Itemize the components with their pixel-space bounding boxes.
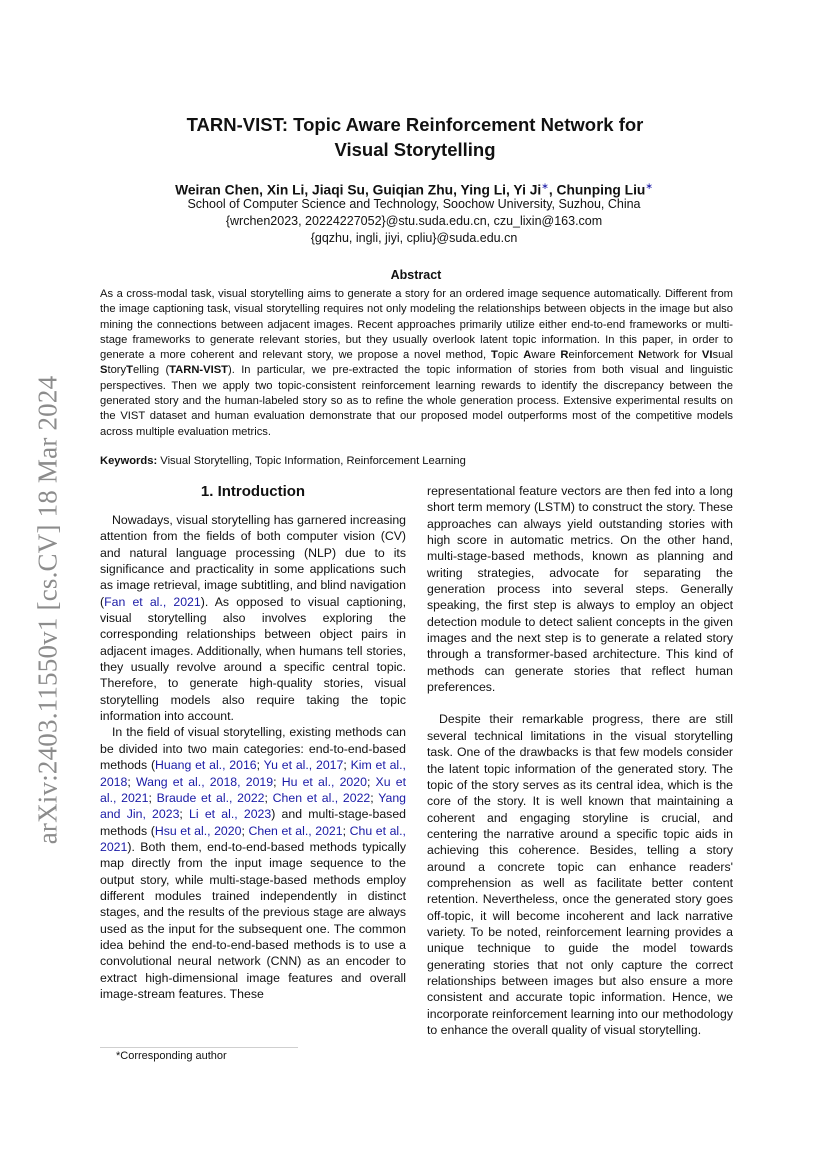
text-run: ) and multi-stage-based methods ( <box>100 807 407 838</box>
citation-separator: ; <box>343 758 351 773</box>
citation-separator: ; <box>256 758 264 773</box>
acronym-letter: VI <box>701 349 713 362</box>
citation-link[interactable]: Yang and Jin, 2023 <box>100 790 406 822</box>
acronym-letter: T <box>126 364 133 377</box>
title-line-2: Visual Storytelling <box>334 139 496 160</box>
citation-separator: ; <box>264 790 273 805</box>
intro-paragraph-2 <box>100 724 406 1002</box>
acronym-letter: S <box>100 364 108 377</box>
citation-link[interactable]: Hsu et al., 2020 <box>154 823 242 838</box>
acronym-rest: elling ( <box>132 364 170 377</box>
citation-link[interactable]: Chu et al., 2021 <box>100 823 406 854</box>
model-acronym: TARN-VIST <box>169 364 229 377</box>
affiliation-line: School of Computer Science and Technology, Soochow University, Suzhou, China <box>187 197 641 211</box>
author-names-b: , Chunping Liu <box>548 182 646 198</box>
citation-separator: ; <box>370 790 379 805</box>
email-line-1: {wrchen2023, 20224227052}@stu.suda.edu.cn, czu_lixin@163.com <box>225 214 603 228</box>
abstract-text <box>100 287 733 440</box>
abstract-part-2: ). In particular, we pre-extracted the topic information of stories from both visual and linguistic perspectives. Then we apply two topic-consistent reinforcement learning rewards to identify the discrepancy between the generated story and the human-labeled story so as to refine the whole generation process. Extensive experimental results on the VIST dataset and human evaluation demonstrate that our proposed model outperforms most of the competitive models across multiple evaluation metrics. <box>100 364 733 438</box>
citation-link[interactable]: Hu et al., 2020 <box>281 774 367 789</box>
citation-separator: ; <box>342 823 350 838</box>
citation-separator: ; <box>127 774 136 789</box>
text-run: ). As opposed to visual captioning, visual storytelling also involves exploring the corresponding relationships between object pairs in adjacent images. Additionally, when humans tell stories, they usually revolve around a specific central topic. Therefore, to generate high-quality stories, visual storytelling models also require taking the topic information into account. <box>100 594 406 724</box>
abstract-part-1: As a cross-modal task, visual storytelling aims to generate a story for an ordered image sequence automatically. Different from the image captioning task, visual storytelling requires not only modeling the relationships between objects in the image but also mining the connections between adjacent images. Recent approaches primarily utilize either end-to-end frameworks or multi-stage frameworks to generate relevant stories, but they usually overlook latent topic information. In this paper, in order to generate a more coherent and relevant story, we propose a novel method, <box>100 288 733 362</box>
intro-paragraph-1 <box>100 512 406 724</box>
citation-separator: ; <box>241 823 249 838</box>
title-line-1: TARN-VIST: Topic Aware Reinforcement Network for <box>186 114 644 135</box>
acronym-rest: einforcement <box>568 349 639 362</box>
text-run: ). Both them, end-to-end-based methods typically map directly from the input image sequence to the output story, while multi-stage-based methods employ different modules trained independently in distinct stages, and the results of the previous stage are always used as the input for the subsequent one. The common idea behind the end-to-end-based methods is to use a convolutional neural network (CNN) as an encoder to extract high-dimensional image features and overall image-stream features. These <box>100 839 406 1001</box>
right-column <box>427 483 733 1038</box>
acronym-letter: T <box>490 349 498 362</box>
footnote-corresponding-author: *Corresponding author <box>116 1050 227 1062</box>
intro-paragraph-4: Despite their remarkable progress, there are still several technical limitations in the visual storytelling task. One of the drawbacks is that few models consider the latent topic information of the generated story. The topic of the story serves as its central idea, which is the core of the story. It is well known that maintaining a coherent and engaging storyline is crucial, and centering the narrative around a specific topic aids in achieving this coherence. Besides, telling a story around a concrete topic can enhance readers' comprehension as well as facilitate better content retention. Nevertheless, once the generated story goes off-topic, it will become incoherent and lack narrative variety. To be noted, reinforcement learning provides a unique technique to guide the model towards generating stories that not only capture the correct relationships between images but also ensure a more consistent and accurate topic information. Hence, we incorporate reinforcement learning into our methodology to enhance the overall quality of visual storytelling. <box>427 712 733 1037</box>
paper-title <box>120 112 710 162</box>
citation-separator: ; <box>179 807 190 822</box>
acronym-rest: tory <box>107 364 127 377</box>
citation-link[interactable]: Chen et al., 2022 <box>272 790 371 805</box>
citation-link[interactable]: Yu et al., 2017 <box>263 758 344 773</box>
text-run: Nowadays, visual storytelling has garnered increasing attention from the fields of both computer vision (CV) and natural language processing (NLP) due to its significance and practicality in some applications such as image retrieval, image subtitling, and blind navigation ( <box>100 513 406 609</box>
citation-link[interactable]: Li et al., 2023 <box>189 807 272 822</box>
acronym-letter: R <box>560 349 569 362</box>
text-run: In the field of visual storytelling, existing methods can be divided into two main categories: end-to-end-based methods ( <box>100 725 406 773</box>
acronym-letter: A <box>523 349 532 362</box>
affiliation-block <box>80 196 748 247</box>
section-heading-introduction: 1. Introduction <box>200 483 306 500</box>
acronym-rest: etwork for <box>646 349 702 362</box>
citation-separator: ; <box>273 774 282 789</box>
email-line-2: {gqzhu, ingli, jiyi, cpliu}@suda.edu.cn <box>310 231 518 245</box>
acronym-rest: opic <box>497 349 524 362</box>
footnote-divider <box>100 1047 298 1048</box>
keywords-text: Visual Storytelling, Topic Information, Reinforcement Learning <box>157 455 466 467</box>
arxiv-stamp: arXiv:2403.11550v1 [cs.CV] 18 Mar 2024 <box>32 375 63 845</box>
intro-paragraph-3: representational feature vectors are then fed into a long short term memory (LSTM) to construct the story. These approaches can always yield outstanding stories with high score in automatic metrics. On the other hand, multi-stage-based methods, known as planning and writing strategies, advocate for separating the generation process into several steps. Generally speaking, the first step is always to employ an object detection module to detect salient concepts in the given images and the next step is to generate a related story through a transformer-based architecture. This kind of methods can generate stories that reflect human preferences. <box>427 484 733 695</box>
acronym-letter: N <box>638 349 647 362</box>
citation-separator: ; <box>366 774 376 789</box>
abstract-heading: Abstract <box>390 268 442 282</box>
citation-link[interactable]: Kim et al., 2018 <box>100 758 406 789</box>
acronym-rest: ware <box>531 349 561 362</box>
citation-link[interactable]: Fan et al., 2021 <box>104 594 201 609</box>
citation-link[interactable]: Xu et al., 2021 <box>100 774 406 805</box>
acronym-rest: sual <box>712 349 734 362</box>
corresponding-mark-1: ∗ <box>541 181 549 191</box>
author-names-a: Weiran Chen, Xin Li, Jiaqi Su, Guiqian Zhu, Ying Li, Yi Ji <box>175 182 542 198</box>
keywords-label: Keywords: <box>100 455 158 467</box>
corresponding-mark-2: ∗ <box>645 181 653 191</box>
citation-link[interactable]: Wang et al., 2018, 2019 <box>135 774 274 789</box>
citation-separator: ; <box>148 790 157 805</box>
citation-link[interactable]: Huang et al., 2016 <box>155 758 257 773</box>
citation-link[interactable]: Chen et al., 2021 <box>248 823 343 838</box>
citation-link[interactable]: Braude et al., 2022 <box>156 790 265 805</box>
keywords-line <box>100 454 733 469</box>
left-column <box>100 483 406 1002</box>
